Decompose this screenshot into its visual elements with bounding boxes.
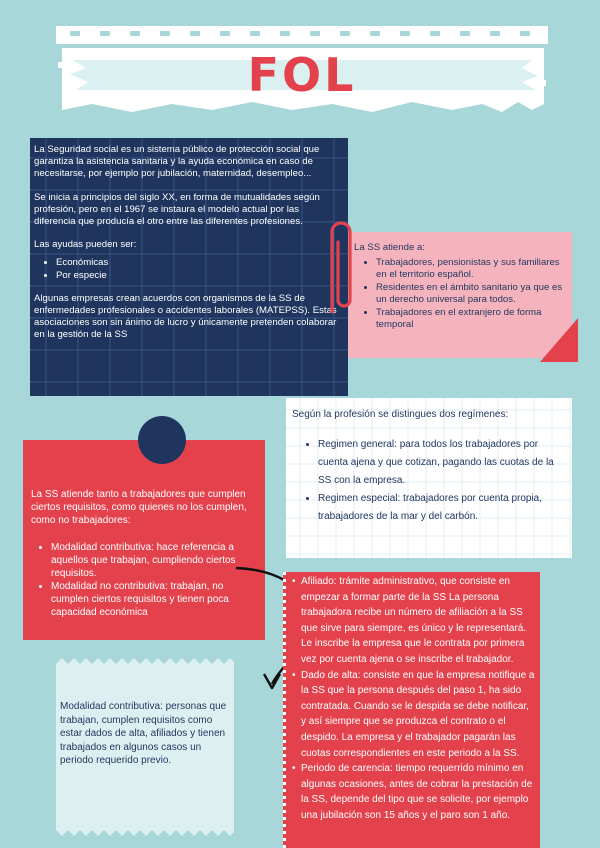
list-item: • Por especie <box>56 270 342 282</box>
regimes-card <box>286 398 572 558</box>
steps-list <box>291 574 536 824</box>
aid-types-heading: Las ayudas pueden ser: <box>34 239 137 251</box>
ss-attends-heading: La SS atiende a: <box>354 242 425 253</box>
history-paragraph: Se inicia a principios del siglo XX, en forma de mutualidades según profesión, pero en el 1967 se instaura el modelo actual por las diferencia que producía el otro entre las diferentes profesiones. <box>34 191 320 228</box>
zigzag-edge-top <box>56 658 234 664</box>
decorative-circle <box>138 416 186 464</box>
list-item: • Trabajadores, pensionistas y sus familiares en el territorio español. <box>376 257 564 282</box>
aid-types-list <box>34 257 342 281</box>
modalities-intro: La SS atiende tanto a trabajadores que cumplen ciertos requisitos, como quienes no los cumplen, como no trabajadores: <box>31 489 247 526</box>
folded-corner <box>540 318 578 362</box>
regimes-heading: Según la profesión se distingues dos regímenes: <box>292 409 509 420</box>
registration-steps-card <box>283 572 540 848</box>
list-item: • Regimen general: para todos los trabajadores por cuenta ajena y que cotizan, pagando las cuotas de la SS con la empresa. <box>318 436 566 490</box>
list-item: • Modalidad contributiva: hace referencia a aquellos que trabajan, cumpliendo ciertos requisitos. <box>51 541 257 580</box>
contributiva-text: Modalidad contributiva: personas que trabajan, cumplen requisitos como estar dados de alta, afiliados y tienen trabajados en algunos casos un periodo requerido previo. <box>60 701 227 767</box>
contributiva-card <box>56 664 234 830</box>
regimes-list <box>292 436 566 526</box>
list-item: • Trabajadores en el extranjero de forma temporal <box>376 307 564 332</box>
intro-paragraph: La Seguridad social es un sistema público de protección social que garantiza la asistencia sanitaria y la ayuda económica en caso de necesitarse, por ejemplo por jubilación, maternidad, desempleo... <box>34 144 320 180</box>
zigzag-edge-bottom <box>56 830 234 836</box>
list-item: • Dado de alta: consiste en que la empresa notifique a la SS que la persona después del paso 1, ha sido contratada. Cuando se le despida se debe notificar, y así siempre que se produzca el contrato o el despido. La empresa y el trabajador pagarán las cuotas correspondientes en este periodo a la SS. <box>301 668 536 762</box>
list-item: • Residentes en el ámbito sanitario ya que es un derecho universal para todos. <box>376 282 564 307</box>
matepss-paragraph: Algunas empresas crean acuerdos con organismos de la SS de enfermedades profesionales o accidentes laborales (MATEPSS). Estas asociaciones son sin ánimo de lucro y únicamente pretenden colaborar en la gestión de la SS <box>34 292 337 341</box>
title-banner <box>52 18 552 118</box>
list-item: • Regimen especial: trabajadores por cuenta propia, trabajadores de la mar y del carbón. <box>318 490 566 526</box>
social-security-intro-card <box>30 138 348 396</box>
list-item: • Modalidad no contributiva: trabajan, no cumplen ciertos requisitos y tienen poca capacidad económica <box>51 580 257 619</box>
ss-attends-note <box>348 232 572 358</box>
list-item: • Afiliado: trámite administrativo, que consiste en empezar a formar parte de la SS La persona trabajadora recibe un número de afiliación a la SS que sirve para siempre, es único y le representará. Le inscribe la empresa que le contrata por primera vez por cuenta ajena o se inscribe el trabajador. <box>301 574 536 668</box>
paper-clip-icon <box>322 212 358 324</box>
ss-attends-list <box>354 257 564 332</box>
list-item: • Económicas <box>56 257 342 269</box>
list-item: • Periodo de carencia: tiempo requerrido mínimo en algunas ocasiones, antes de cobrar la prestación de la SS, depende del tipo que se solicite, por ejemplo una jubilación son 15 años y el paro son 1 año. <box>301 761 536 823</box>
page-title: FOL <box>247 48 357 102</box>
dashed-border <box>283 572 286 848</box>
